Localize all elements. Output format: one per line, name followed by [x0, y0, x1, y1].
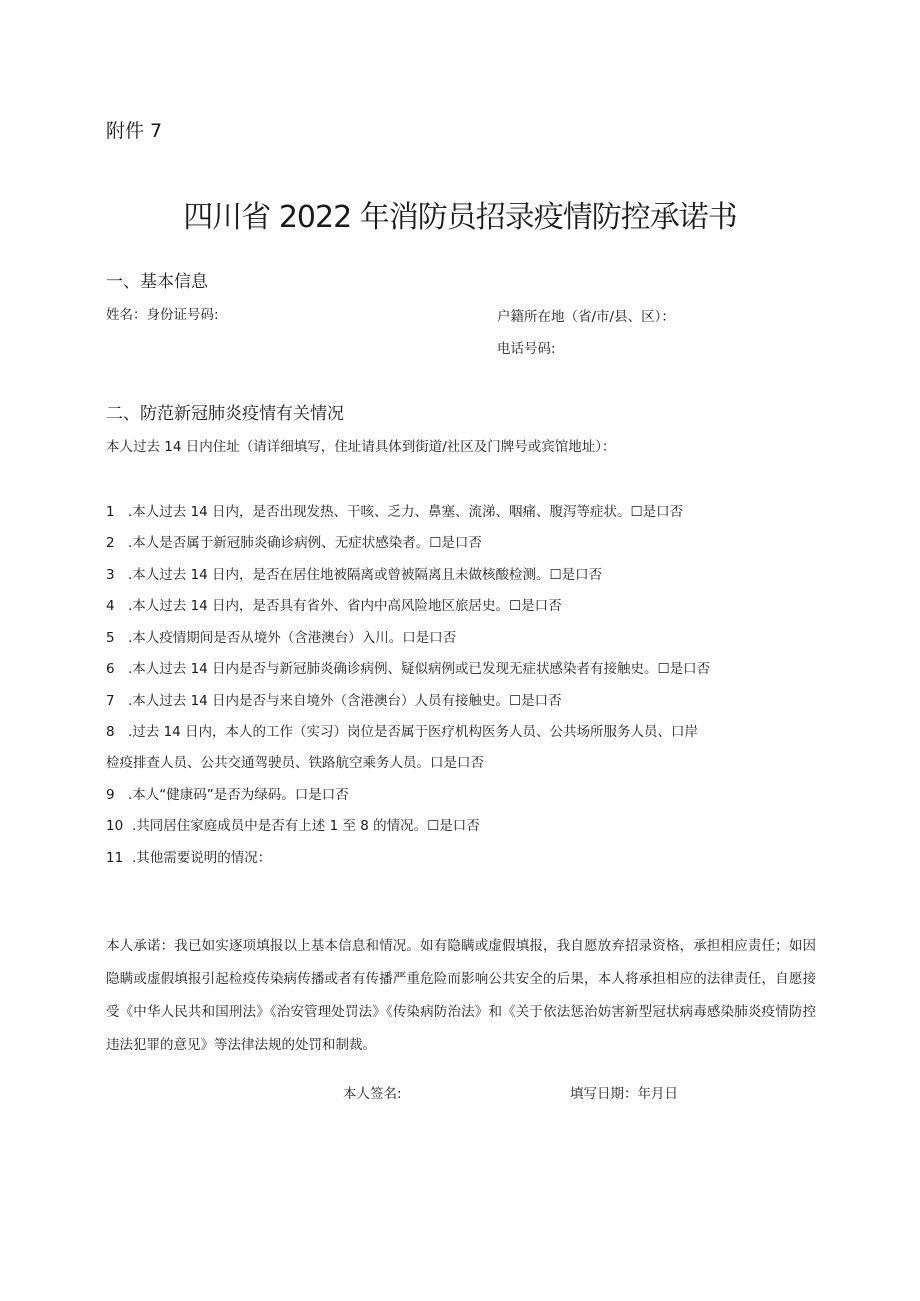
question-item	[106, 594, 562, 614]
household-field-label: 户籍所在地（省/市/县、区）：	[497, 309, 675, 325]
question-number: 6	[106, 661, 115, 677]
question-text: 检疫排查人员、公共交通驾驶员、铁路航空乘务人员。口是口否	[106, 755, 484, 771]
question-number: 11	[106, 850, 124, 866]
phone-field-label: 电话号码:	[497, 341, 556, 357]
question-item	[106, 846, 271, 866]
question-text: .过去 14 日内，本人的工作（实习）岗位是否属于医疗机构医务人员、公共场所服务人员、口岸	[128, 724, 699, 740]
question-item	[106, 657, 710, 677]
question-number: 9	[106, 787, 115, 803]
question-item	[106, 689, 562, 709]
signature-label: 本人签名:	[343, 1086, 402, 1102]
question-item	[106, 531, 482, 551]
page-title: 四川省 2022 年消防员招录疫情防控承诺书	[183, 200, 737, 235]
question-text: .本人过去 14 日内，是否在居住地被隔离或曾被隔离且未做核酸检测。☐是口否	[128, 567, 603, 583]
question-item	[106, 563, 602, 583]
question-number: 7	[106, 693, 115, 709]
address-prompt: 本人过去 14 日内住址（请详细填写，住址请具体到街道/社区及门牌号或宾馆地址）：	[106, 439, 616, 455]
question-text: .本人过去 14 日内是否与新冠肺炎确诊病例、疑似病例或已发现无症状感染者有接触史。☐是口否	[128, 661, 711, 677]
question-text: .本人是否属于新冠肺炎确诊病例、无症状感染者。☐是口否	[128, 535, 482, 551]
question-item	[106, 814, 480, 834]
question-item	[106, 500, 683, 520]
question-text: .本人过去 14 日内是否与来自境外（含港澳台）人员有接触史。☐是口否	[128, 693, 562, 709]
question-item	[106, 783, 349, 803]
question-text: .本人“健康码”是否为绿码。口是口否	[128, 787, 349, 803]
date-label: 填写日期：年月日	[570, 1086, 678, 1102]
commitment-paragraph: 本人承诺：我已如实逐项填报以上基本信息和情况。如有隐瞒或虚假填报，我自愿放弃招录资格，承担相应责任；如因隐瞒或虚假填报引起检疫传染病传播或者有传播严重危险而影响公共安全的后果，本人将承担相应的法律责任，自愿接受《中华人民共和国刑法》《治安管理处罚法》《传染病防治法》和《关于依法惩治妨害新型冠状病毒感染肺炎疫情防控违法犯罪的意见》等法律法规的处罚和制裁。	[106, 938, 816, 1053]
question-number: 8	[106, 724, 115, 740]
section-epidemic-heading: 二、防范新冠肺炎疫情有关情况	[106, 404, 344, 424]
question-text: .共同居住家庭成员中是否有上述 1 至 8 的情况。☐是口否	[132, 818, 480, 834]
question-text: .本人过去 14 日内，是否具有省外、省内中高风险地区旅居史。☐是口否	[128, 598, 562, 614]
question-number: 10	[106, 818, 124, 834]
question-item-continuation	[106, 751, 484, 771]
question-item	[106, 626, 456, 646]
question-number: 5	[106, 630, 115, 646]
question-number: 4	[106, 598, 115, 614]
question-text: .本人疫情期间是否从境外（含港澳台）入川。口是口否	[128, 630, 457, 646]
name-id-field-label: 姓名：身份证号码:	[106, 307, 219, 323]
question-number: 1	[106, 504, 115, 520]
section-basic-info-heading: 一、基本信息	[106, 272, 208, 292]
question-text: .本人过去 14 日内，是否出现发热、干咳、乏力、鼻塞、流涕、咽痛、腹泻等症状。☐是口否	[128, 504, 684, 520]
question-number: 2	[106, 535, 115, 551]
attachment-label: 附件 7	[106, 120, 163, 142]
question-item	[106, 720, 698, 740]
question-text: .其他需要说明的情况：	[132, 850, 272, 866]
question-number: 3	[106, 567, 115, 583]
